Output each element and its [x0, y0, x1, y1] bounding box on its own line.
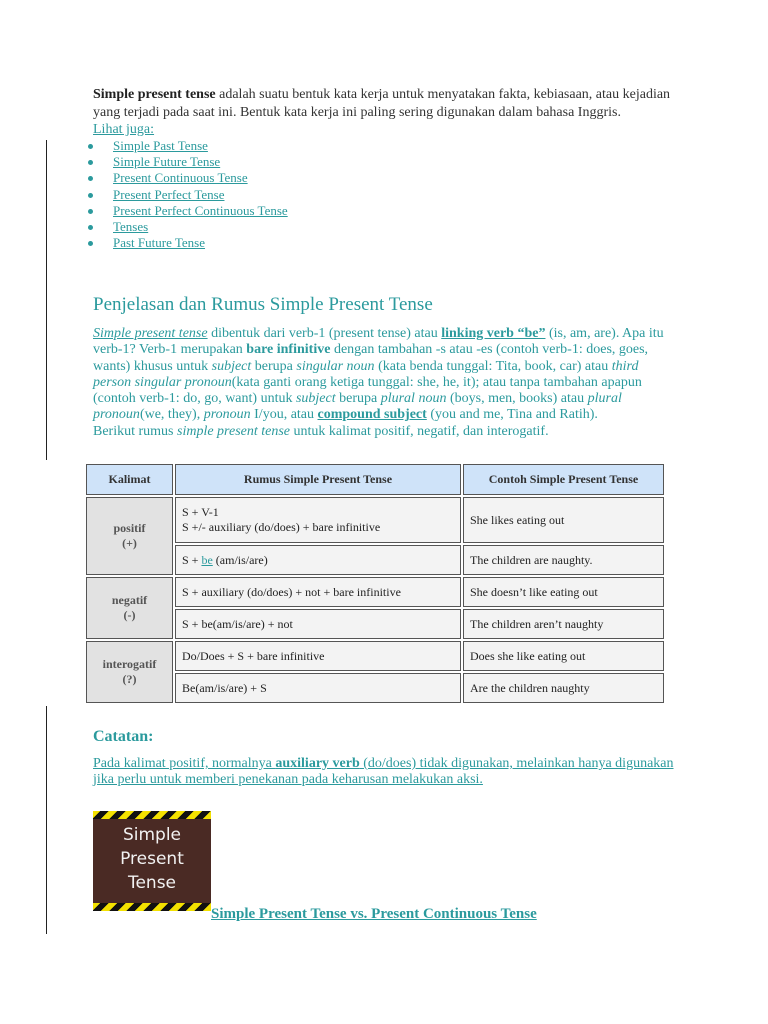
singular-noun-term: singular noun: [296, 358, 375, 374]
see-also-link[interactable]: Tenses: [113, 219, 149, 235]
kalimat-interogatif: [86, 641, 173, 703]
text: untuk kalimat positif, negatif, dan interogatif.: [290, 423, 549, 439]
text: berupa: [251, 358, 297, 374]
contoh-cell: The children aren’t naughty: [463, 609, 664, 639]
rumus-cell: [175, 545, 461, 575]
explanation-paragraph: [93, 326, 673, 440]
header-contoh: Contoh Simple Present Tense: [463, 464, 664, 495]
rumus-cell: S + be(am/is/are) + not: [175, 609, 461, 639]
table-row: [86, 497, 664, 543]
kalimat-negatif: [86, 577, 173, 639]
kalimat-sign: (-): [123, 608, 136, 622]
kalimat-name: positif: [113, 521, 146, 535]
see-also-list: [93, 138, 683, 251]
text: Pada kalimat positif, normalnya: [93, 756, 276, 771]
rumus-text: S + V-1: [182, 505, 219, 519]
simple-present-term: simple present tense: [177, 423, 291, 439]
see-also-label: Lihat juga:: [93, 122, 155, 137]
text: (is, am, are). Apa itu verb-1? Verb-1 merupakan: [93, 326, 664, 358]
contoh-cell: She likes eating out: [463, 497, 664, 543]
table-row: [86, 577, 664, 607]
rumus-text: S +/- auxiliary (do/does) + bare infinitive: [182, 520, 381, 534]
kalimat-positif: [86, 497, 173, 575]
intro-paragraph: [93, 86, 683, 121]
contoh-cell: She doesn’t like eating out: [463, 577, 664, 607]
badge-line: Tense: [127, 873, 177, 893]
formula-table-wrap: [86, 462, 664, 705]
badge-line: Simple: [122, 825, 182, 845]
header-kalimat: Kalimat: [86, 464, 173, 495]
contoh-cell: Are the children naughty: [463, 673, 664, 703]
related-article-link[interactable]: Simple Present Tense vs. Present Continuous Tense: [211, 906, 537, 922]
intro-term: Simple present tense: [93, 87, 216, 102]
see-also-item[interactable]: [93, 235, 683, 251]
rumus-cell: [175, 497, 461, 543]
rumus-cell: S + auxiliary (do/does) + not + bare infinitive: [175, 577, 461, 607]
text: I/you, atau: [250, 407, 318, 423]
catatan-heading: Catatan:: [93, 728, 154, 745]
see-also-item[interactable]: [93, 203, 683, 219]
formula-table: [84, 462, 666, 705]
plural-pronoun-term: plural pronoun: [93, 391, 622, 423]
bullet-icon: [88, 176, 93, 181]
bullet-icon: [88, 225, 93, 230]
bare-infinitive-term: bare infinitive: [246, 342, 331, 358]
hazard-stripe-bottom: [93, 903, 211, 911]
intro-text: adalah suatu bentuk kata kerja untuk menyatakan fakta, kebiasaan, atau kejadian yang terjadi pada saat ini. Bentuk kata kerja ini paling sering digunakan dalam bahasa Inggris.: [93, 87, 671, 120]
rumus-text: (am/is/are): [212, 552, 268, 567]
see-also-link[interactable]: Simple Future Tense: [113, 154, 221, 170]
simple-present-tense-image[interactable]: [93, 811, 211, 911]
table-header-row: [86, 464, 664, 495]
text: (you and me, Tina and Ratih).: [426, 407, 598, 423]
header-rumus: Rumus Simple Present Tense: [175, 464, 461, 495]
text: (kata benda tunggal: Tita, book, car) atau: [374, 358, 612, 374]
see-also-item[interactable]: [93, 187, 683, 203]
see-also-link[interactable]: Simple Past Tense: [113, 138, 208, 153]
see-also-link[interactable]: Present Perfect Tense: [113, 186, 225, 202]
term-link[interactable]: Simple present tense: [93, 326, 208, 341]
rumus-text: S +: [182, 552, 202, 567]
see-also-link[interactable]: Present Perfect Continuous Tense: [113, 202, 288, 218]
linking-verb-link[interactable]: linking verb “be”: [441, 326, 546, 341]
bullet-icon: [88, 241, 93, 246]
third-person-term: third person singular pronoun: [93, 358, 639, 390]
badge-line: Present: [120, 849, 184, 869]
auxiliary-verb-link[interactable]: auxiliary verb: [275, 756, 360, 771]
bullet-icon: [88, 193, 93, 198]
text: (we, they),: [139, 407, 204, 423]
bullet-icon: [88, 209, 93, 214]
rumus-cell: Be(am/is/are) + S: [175, 673, 461, 703]
bullet-icon: [88, 144, 93, 149]
see-also-item[interactable]: [93, 154, 683, 170]
contoh-cell: Does she like eating out: [463, 641, 664, 671]
see-also-item[interactable]: [93, 170, 683, 186]
badge-text: [93, 823, 211, 895]
plural-noun-term: plural noun: [380, 391, 447, 407]
see-also-link[interactable]: Present Continuous Tense: [113, 170, 248, 186]
be-link[interactable]: be: [201, 552, 213, 567]
text: dengan tambahan -s atau -es (contoh verb-1: does, goes, wants) khusus untuk: [93, 342, 649, 374]
bullet-icon: [88, 160, 93, 165]
subject-term: subject: [295, 391, 336, 407]
see-also-item[interactable]: [93, 138, 683, 154]
section-heading: Penjelasan dan Rumus Simple Present Tense: [93, 294, 433, 315]
text: dibentuk dari verb-1 (present tense) atau: [207, 326, 442, 341]
see-also-item[interactable]: [93, 219, 683, 235]
compound-subject-link[interactable]: compound subject: [317, 407, 427, 423]
rumus-cell: Do/Does + S + bare infinitive: [175, 641, 461, 671]
kalimat-name: negatif: [111, 593, 148, 607]
margin-bar-2: [46, 706, 47, 934]
hazard-stripe-top: [93, 811, 211, 819]
kalimat-sign: (?): [122, 672, 137, 686]
text: (kata ganti orang ketiga tunggal: she, he, it); atau tanpa tambahan apapun (contoh verb-1: do, go, want) untuk: [93, 374, 642, 407]
text: Berikut rumus: [93, 423, 177, 439]
pronoun-term: pronoun: [203, 407, 251, 423]
table-row: [86, 641, 664, 671]
text: berupa: [335, 391, 381, 407]
margin-bar-1: [46, 140, 47, 460]
text: (boys, men, books) atau: [446, 391, 588, 407]
subject-term: subject: [211, 358, 252, 374]
kalimat-sign: (+): [122, 536, 137, 550]
catatan-note: [93, 756, 683, 788]
see-also-link[interactable]: Past Future Tense: [113, 235, 206, 251]
text: (do/does) tidak digunakan, melainkan hanya digunakan jika perlu untuk memberi penekanan pada keharusan melakukan aksi.: [93, 756, 674, 787]
article: [93, 86, 683, 439]
contoh-cell: The children are naughty.: [463, 545, 664, 575]
kalimat-name: interogatif: [102, 657, 157, 671]
